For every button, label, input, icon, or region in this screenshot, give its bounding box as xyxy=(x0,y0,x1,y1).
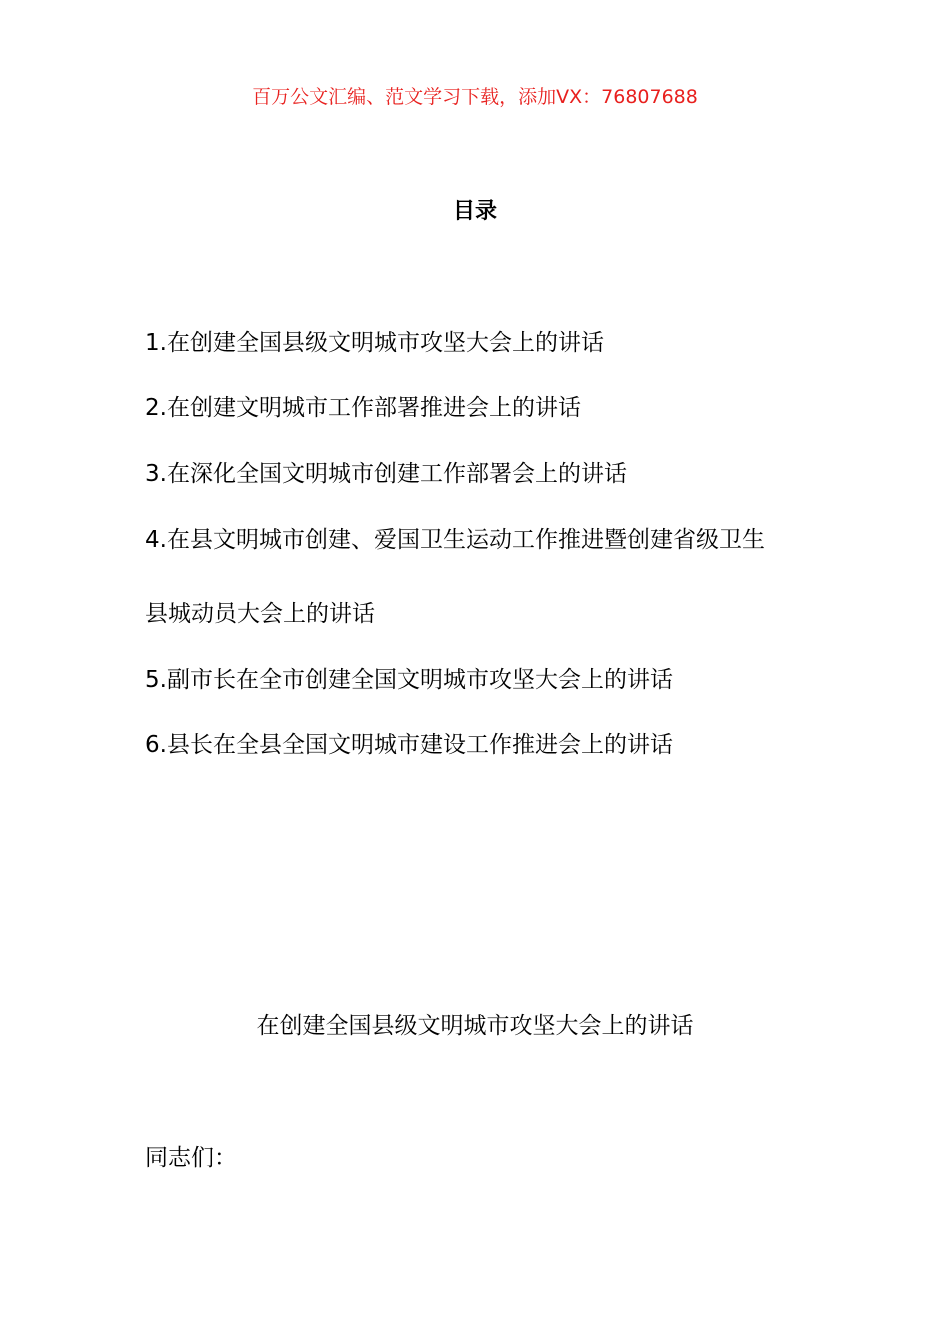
header-note: 百万公文汇编、范文学习下载，添加VX：76807688 xyxy=(252,86,698,108)
speech-title: 在创建全国县级文明城市攻坚大会上的讲话 xyxy=(256,1013,694,1039)
toc-title: 目录 xyxy=(452,199,497,224)
toc-item-3: 3.在深化全国文明城市创建工作部署会上的讲话 xyxy=(145,461,627,487)
toc-item-1: 1.在创建全国县级文明城市攻坚大会上的讲话 xyxy=(145,330,604,356)
toc-item-6: 6.县长在全县全国文明城市建设工作推进会上的讲话 xyxy=(145,732,673,758)
toc-item-5: 5.副市长在全市创建全国文明城市攻坚大会上的讲话 xyxy=(145,667,673,693)
toc-item-2: 2.在创建文明城市工作部署推进会上的讲话 xyxy=(145,395,581,421)
toc-item-4: 4.在县文明城市创建、爱国卫生运动工作推进暨创建省级卫生 xyxy=(145,527,765,553)
toc-item-4-continued: 县城动员大会上的讲话 xyxy=(145,601,375,627)
salutation: 同志们： xyxy=(145,1145,237,1171)
